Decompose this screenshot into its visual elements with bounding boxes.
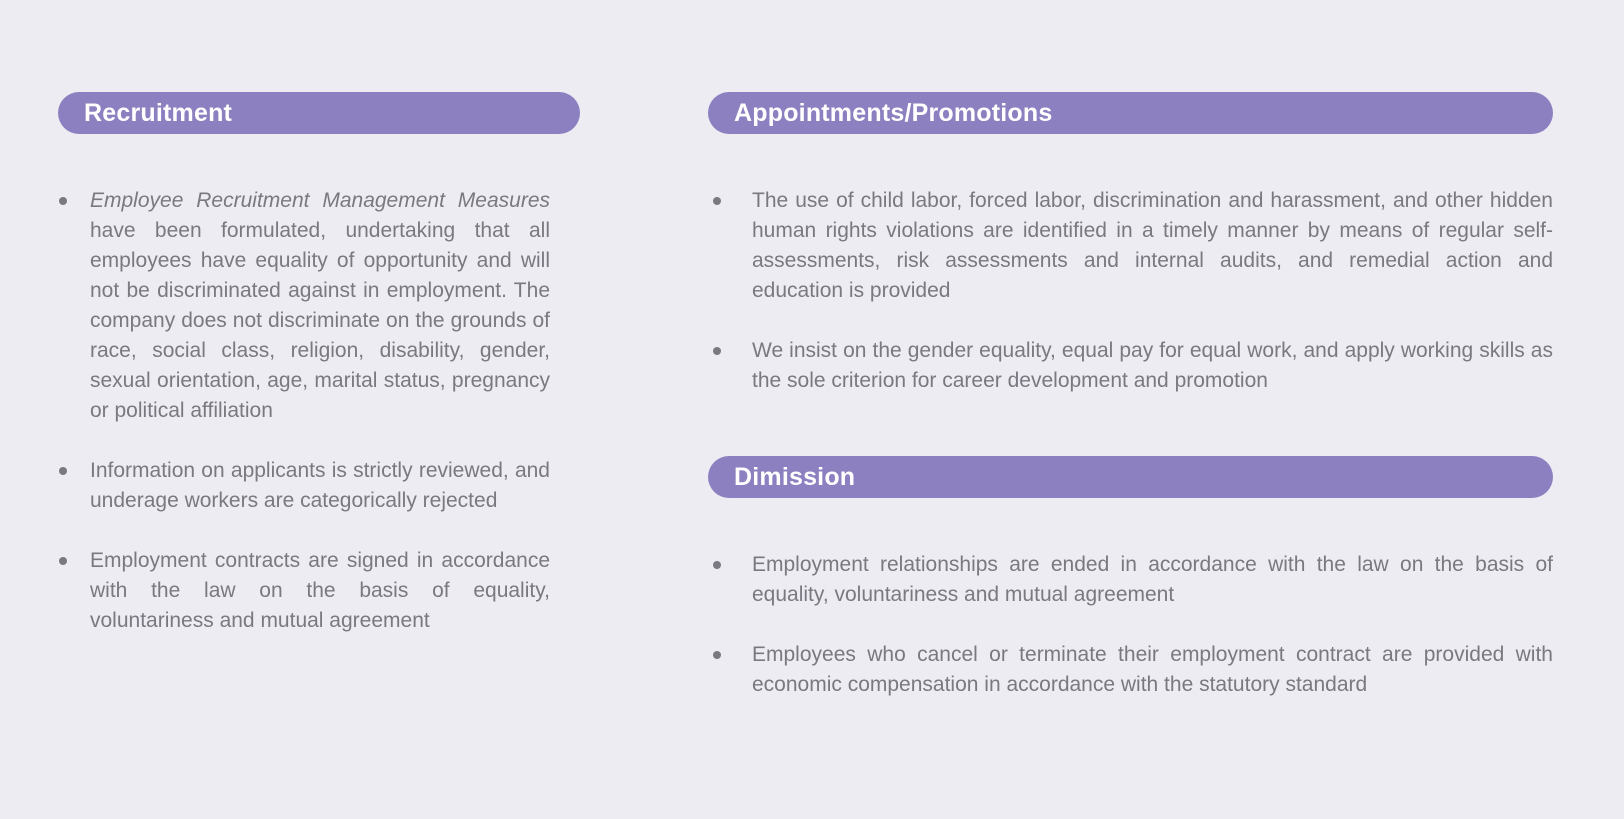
section-header-dimission xyxy=(708,456,1553,498)
bullet-text: Information on applicants is strictly reviewed, and underage workers are categorically rejected xyxy=(90,459,550,512)
bullet-text: Employment relationships are ended in accordance with the law on the basis of equality, voluntariness and mutual agreement xyxy=(752,553,1553,606)
bullet-list-appointments-promotions xyxy=(708,186,1553,396)
list-item xyxy=(708,550,1553,610)
list-item xyxy=(58,456,550,516)
list-item xyxy=(58,546,550,636)
column-left xyxy=(58,92,580,666)
section-header-recruitment xyxy=(58,92,580,134)
bullet-text: The use of child labor, forced labor, discrimination and harassment, and other hidden human rights violations are identified in a timely manner by means of regular self-assessments, risk assessments and internal audits, and remedial action and education is provided xyxy=(752,189,1553,302)
bullet-text-italic-lead: Employee Recruitment Management Measures xyxy=(90,189,550,212)
bullet-list-recruitment xyxy=(58,186,550,636)
section-title: Recruitment xyxy=(84,98,233,127)
list-item xyxy=(58,186,550,426)
bullet-text: Employees who cancel or terminate their employment contract are provided with economic compensation in accordance with the statutory standard xyxy=(752,643,1553,696)
column-right xyxy=(708,92,1553,730)
section-header-appointments-promotions xyxy=(708,92,1553,134)
list-item xyxy=(708,186,1553,306)
section-title: Dimission xyxy=(734,462,856,491)
section-title: Appointments/Promotions xyxy=(734,98,1053,127)
list-item xyxy=(708,336,1553,396)
bullet-list-dimission xyxy=(708,550,1553,700)
bullet-text: Employment contracts are signed in accordance with the law on the basis of equality, voluntariness and mutual agreement xyxy=(90,549,550,632)
bullet-text: have been formulated, undertaking that all employees have equality of opportunity and will not be discriminated against in employment. The company does not discriminate on the grounds of race, social class, religion, disability, gender, sexual orientation, age, marital status, pregnancy or political affiliation xyxy=(90,219,550,422)
bullet-text: We insist on the gender equality, equal pay for equal work, and apply working skills as the sole criterion for career development and promotion xyxy=(752,339,1553,392)
list-item xyxy=(708,640,1553,700)
